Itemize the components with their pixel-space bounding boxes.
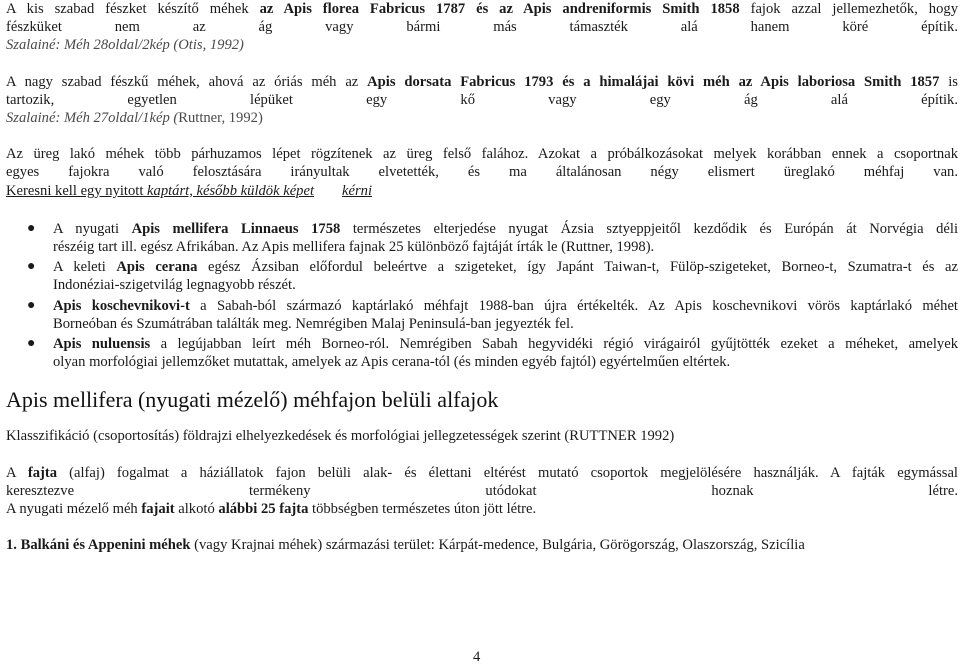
cavity-line-2: egyes fajokra való felosztására irányultak elvetették, és ma általánosan négy elismert üreglakó méhfaj van. <box>6 164 958 181</box>
giant-line-1: A nagy szabad fészkű méhek, ahová az óriás méh az Apis dorsata Fabricus 1793 és a himalájai kövi méh az Apis laboriosa Smith 1857 is <box>6 73 958 90</box>
intro-source: Szalainé: Méh 28oldal/2kép (Otis, 1992) <box>6 37 244 54</box>
intro-line-1: A kis szabad fészket készítő méhek az Apis florea Fabricus 1787 és az Apis andreniformis Smith 1858 fajok azzal jellemezhetők, hogy <box>6 1 958 17</box>
list-item: ● Apis nuluensis a legújabban leírt méh Borneo-ról. Nemrégiben Sabah hegyvidéki régió virágairól gyűjtötték ezeket a méheket, amelyek olyan morfológiai jellemzőket mutattak, amelyek az Apis cerana-tól (és minden egyéb fajtól) egyértelműen eltértek. <box>27 336 958 371</box>
species-list <box>6 220 958 372</box>
intro-line-2: fészküket nem az ág vagy bármi más támaszték alá hanem köré építik. <box>6 19 958 36</box>
bullet-icon: ● <box>27 220 36 236</box>
fajta-line-3: A nyugati mézelő méh fajait alkotó alábbi 25 fajta többségben természetes úton jött létre. <box>6 501 537 518</box>
classification-text: Klasszifikáció (csoportosítás) földrajzi elhelyezkedések és morfológiai jellegzetességek szerint (RUTTNER 1992) <box>6 428 675 445</box>
bullet-icon: ● <box>27 297 36 313</box>
bullet-icon: ● <box>27 259 36 275</box>
giant-line-2: tartozik, egyetlen lépüket egy kő vagy egy ág alá építik. <box>6 91 958 108</box>
list-item: ● A keleti Apis cerana egész Ázsiban előfordul beleértve a szigeteket, így Japánt Taiwan-t, Fülöp-szigeteket, Borneo-t, Szumatra-t és az Indonéziai-szigetvilág legnagyobb részét. <box>27 259 958 294</box>
fajta-line-2: keresztezve termékeny utódokat hoznak létre. <box>6 482 958 499</box>
cavity-line-1: Az üreg lakó méhek több párhuzamos lépet rögzítenek az üreg felső falához. Azokat a próbálkozásokat melyek korábban ennek a csoportnak <box>6 146 958 163</box>
bullet-icon: ● <box>27 336 36 352</box>
list-item: ● A nyugati Apis mellifera Linnaeus 1758 természetes elterjedése nyugat Ázsia sztyeppjeitől kezdődik és Európán át Norvégia déli részéig tart ill. egész Afrikában. Az Apis mellifera fajnak 25 különböző fajtáját írták le (Ruttner, 1998). <box>27 220 958 256</box>
document-page <box>6 0 958 554</box>
section-heading: Apis mellifera (nyugati mézelő) méhfajon belüli alfajok <box>6 387 499 413</box>
cavity-note: Keresni kell egy nyitott kaptárt, később küldök képet kérni <box>6 182 373 199</box>
page-number: 4 <box>473 649 481 665</box>
balkan-bees-heading: 1. Balkáni és Appenini méhek (vagy Krajnai méhek) származási terület: Kárpát-medence, Bulgária, Görögország, Olaszország, Szicília <box>6 537 805 554</box>
giant-source: Szalainé: Méh 27oldal/1kép (Ruttner, 1992) <box>6 110 263 127</box>
list-item: ● Apis koschevnikovi-t a Sabah-ból származó kaptárlakó méhfajt 1988-ban újra értékelték. Az Apis koschevnikovi vörös kaptárlakó méhet Borneóban és Szumátrában találták meg. Nemrégiben Malaj Peninsulá-ban jegyezték fel. <box>27 297 958 332</box>
fajta-line-1: A fajta (alfaj) fogalmat a háziállatok fajon belüli alak- és élettani eltérést mutató csoportok megjelölésére használják. A fajták egymással <box>6 464 958 481</box>
